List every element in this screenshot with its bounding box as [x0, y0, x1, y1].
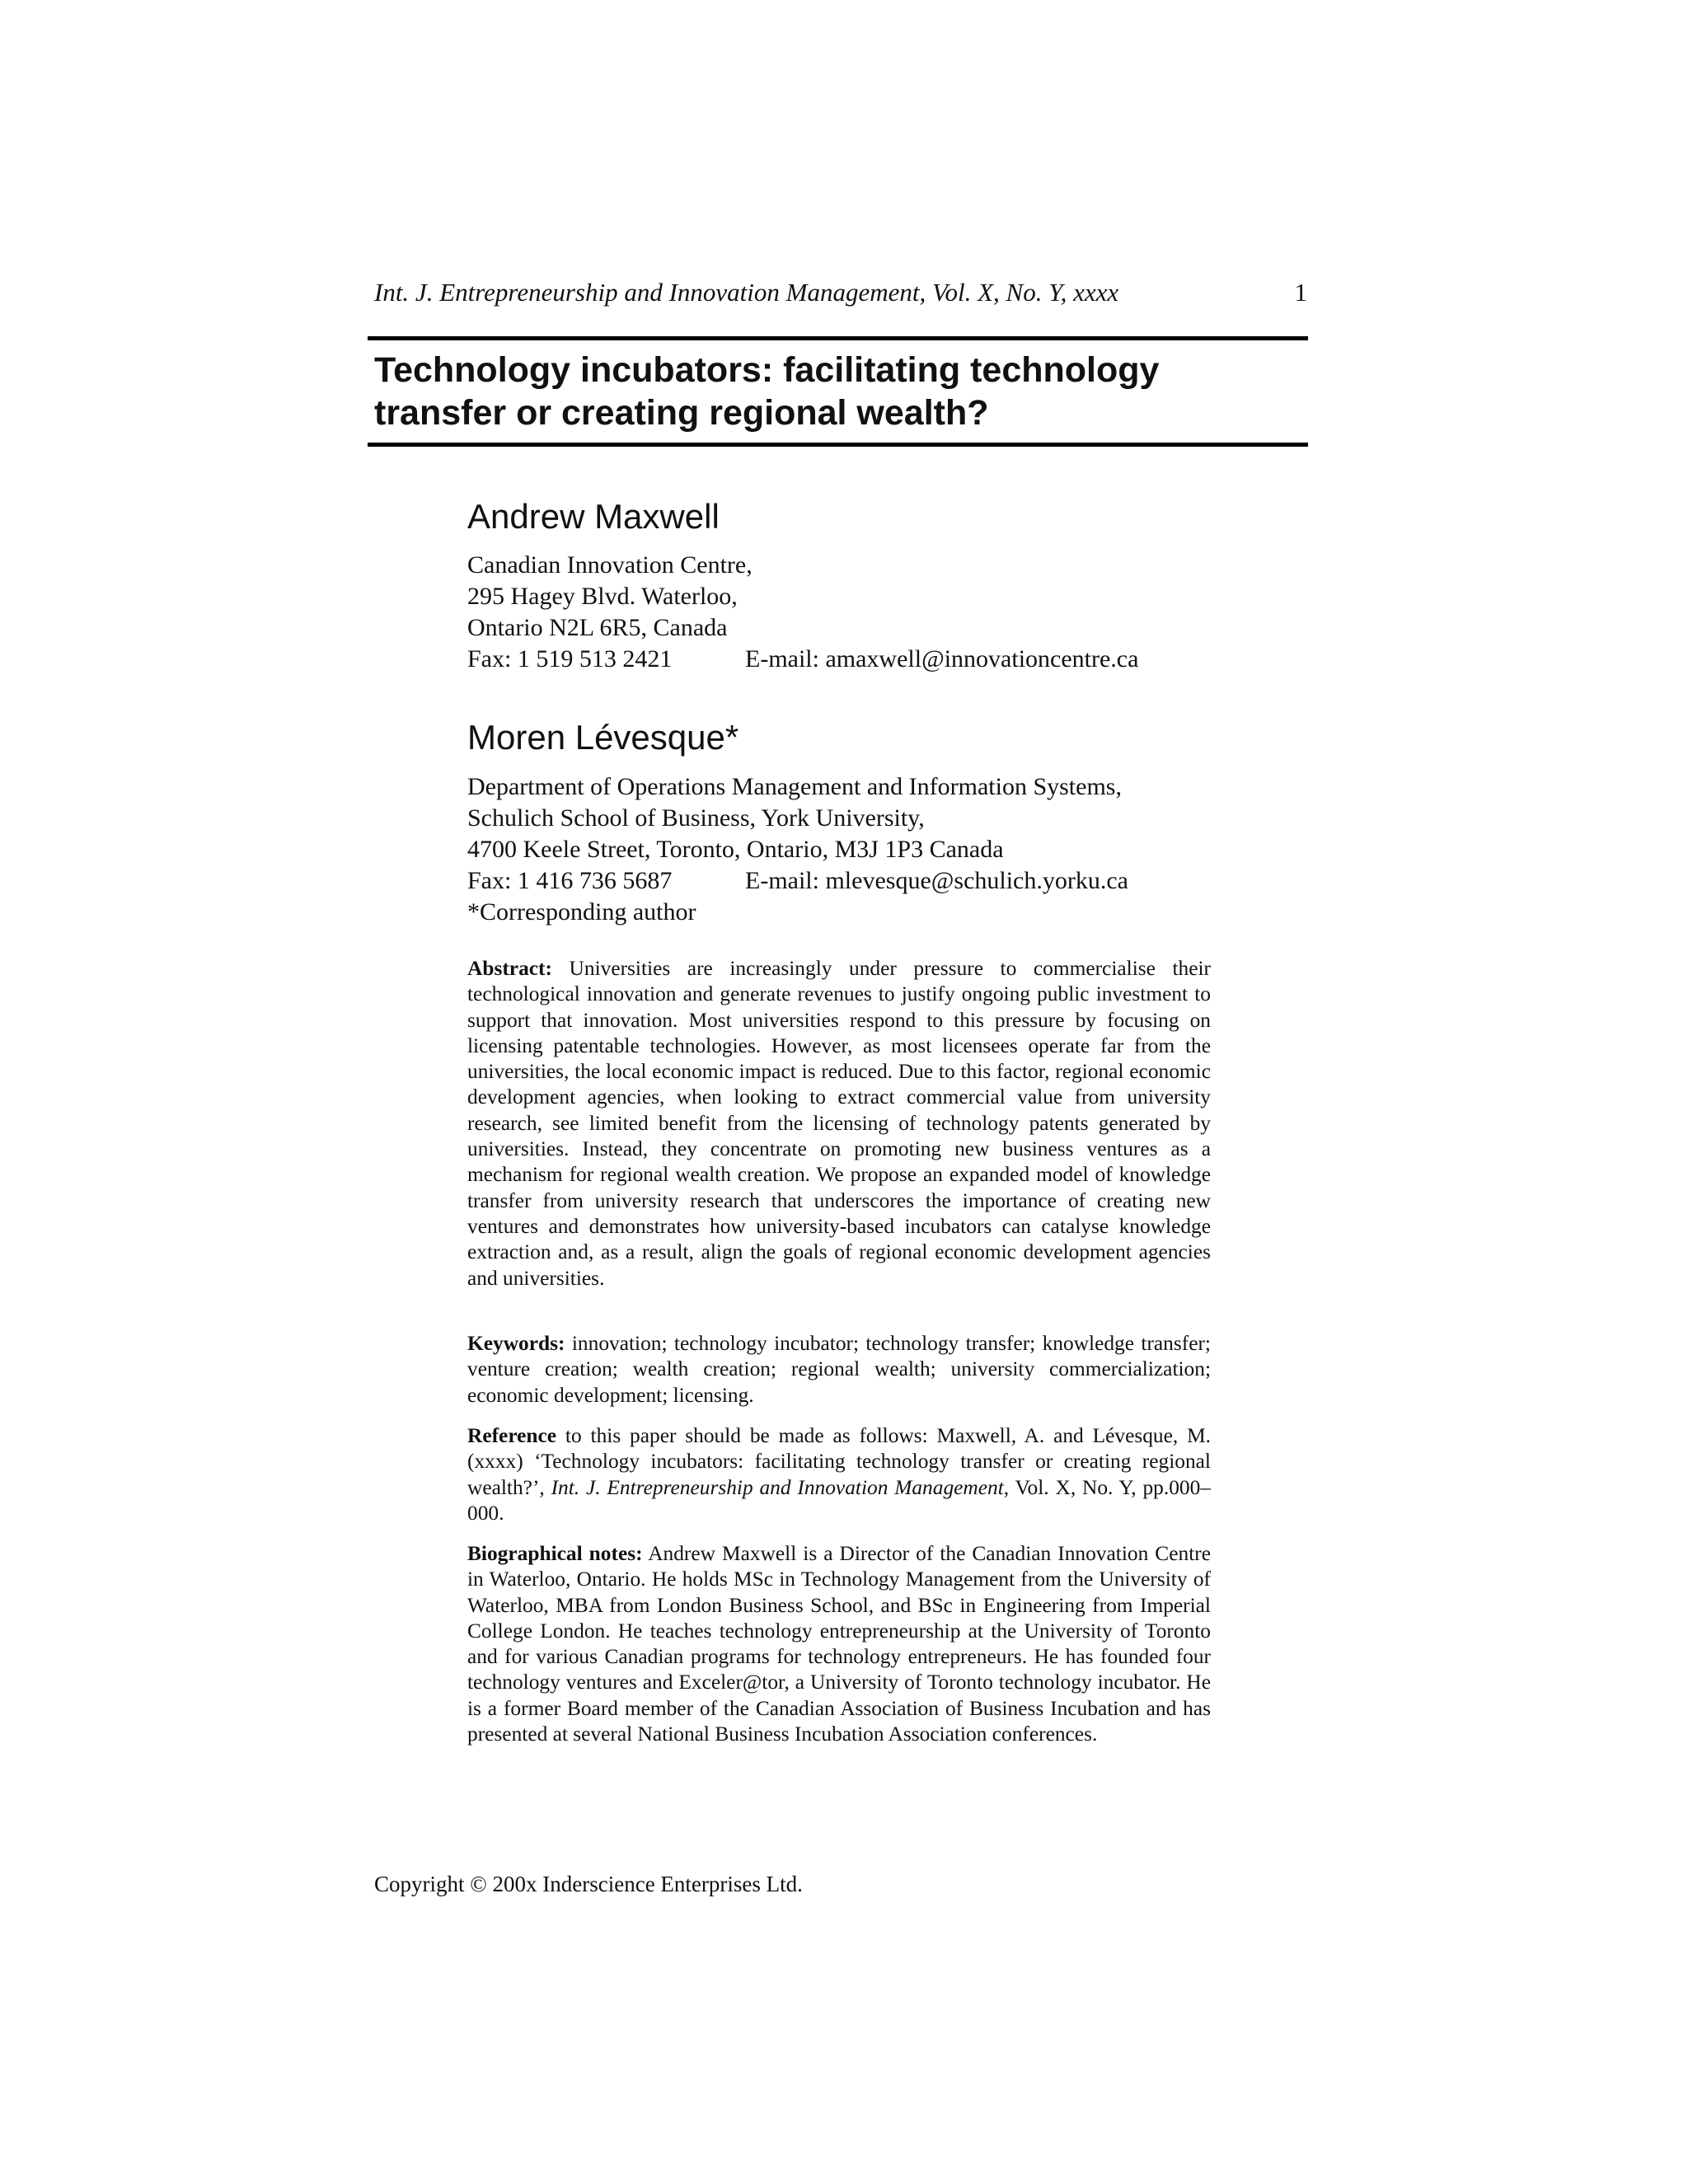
author-name-2: Moren Lévesque*: [467, 718, 739, 757]
abstract: [467, 956, 1211, 1291]
page-number: 1: [1294, 278, 1307, 307]
title-rule-top: [368, 336, 1308, 340]
reference-journal: Int. J. Entrepreneurship and Innovation Management: [551, 1475, 1004, 1499]
reference-text: to this paper should be made as follows: Maxwell, A. and Lévesque, M. (xxxx) ‘Technology incubators: facilitating technology transfer or creating regional wealth?’,: [467, 1424, 1211, 1499]
reference: [467, 1423, 1211, 1526]
paper-title: [374, 349, 1301, 434]
affiliation-line: 295 Hagey Blvd. Waterloo,: [467, 583, 738, 610]
paper-title-line-2: transfer or creating regional wealth?: [374, 393, 989, 433]
reference-volume: , Vol. X, No. Y, pp.000–000.: [467, 1475, 1211, 1525]
biographical-notes-text: Andrew Maxwell is a Director of the Canadian Innovation Centre in Waterloo, Ontario. He holds MSc in Technology Management from the University of Waterloo, MBA from London Business School, and BSc in Engineering from Imperial College London. He teaches technology entrepreneurship at the University of Toronto and for various Canadian programs for technology entrepreneurs. He has founded four technology ventures and Exceler@tor, a University of Toronto technology incubator. He is a former Board member of the Canadian Association of Business Incubation and has presented at several National Business Incubation Association conferences.: [467, 1542, 1211, 1746]
email-address[interactable]: E-mail: amaxwell@innovationcentre.ca: [745, 645, 1139, 673]
fax-number: Fax: 1 519 513 2421: [467, 645, 673, 673]
keywords-label: Keywords:: [467, 1332, 565, 1355]
contact-line: [467, 644, 1292, 675]
keywords-text: innovation; technology incubator; technology transfer; knowledge transfer; venture creation; wealth creation; regional wealth; university commercialization; economic development; licensing.: [467, 1332, 1211, 1407]
author-affiliation-1: [467, 550, 1292, 675]
title-rule-bottom: [368, 443, 1308, 447]
paper-title-line-1: Technology incubators: facilitating technology: [374, 350, 1160, 390]
affiliation-line: Schulich School of Business, York University,: [467, 804, 925, 832]
affiliation-line: Canadian Innovation Centre,: [467, 551, 753, 579]
contact-line: [467, 865, 1292, 897]
fax-number: Fax: 1 416 736 5687: [467, 867, 673, 894]
affiliation-line: 4700 Keele Street, Toronto, Ontario, M3J 1P3 Canada: [467, 836, 1004, 863]
keywords: [467, 1331, 1211, 1408]
abstract-label: Abstract:: [467, 957, 552, 980]
author-name-1: Andrew Maxwell: [467, 497, 720, 536]
email-address[interactable]: E-mail: mlevesque@schulich.yorku.ca: [745, 867, 1128, 894]
abstract-text: Universities are increasingly under pressure to commercialise their technological innovation and generate revenues to justify ongoing public investment to support that innovation. Most universities respond to this pressure by focusing on licensing patentable technologies. However, as most licensees operate far from the universities, the local economic impact is reduced. Due to this factor, regional economic development agencies, when looking to extract commercial value from university research, see limited benefit from the licensing of technology patents generated by universities. Instead, they concentrate on promoting new business ventures as a mechanism for regional wealth creation. We propose an expanded model of knowledge transfer from university research that underscores the importance of creating new ventures and demonstrates how university-based incubators can catalyse knowledge extraction and, as a result, align the goals of regional economic development agencies and universities.: [467, 957, 1212, 1290]
affiliation-line: Department of Operations Management and Information Systems,: [467, 773, 1122, 800]
biographical-notes: [467, 1541, 1211, 1747]
copyright-notice: Copyright © 200x Inderscience Enterprises Ltd.: [374, 1872, 803, 1896]
affiliation-line: Ontario N2L 6R5, Canada: [467, 614, 728, 641]
reference-label: Reference: [467, 1424, 557, 1447]
author-affiliation-2: [467, 771, 1292, 928]
journal-running-head: Int. J. Entrepreneurship and Innovation Management, Vol. X, No. Y, xxxx: [374, 278, 1119, 307]
corresponding-author-note: *Corresponding author: [467, 898, 696, 926]
biographical-notes-label: Biographical notes:: [467, 1542, 643, 1565]
